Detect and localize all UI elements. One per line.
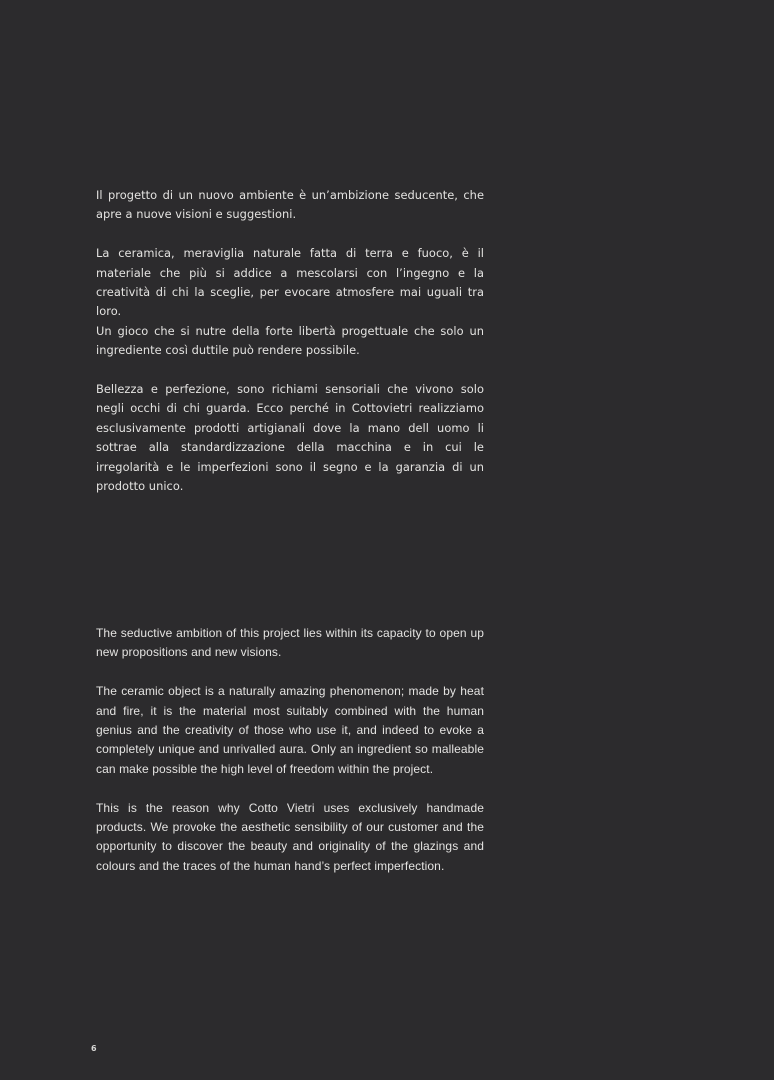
paragraph-gap: [96, 663, 484, 682]
english-paragraph-3: This is the reason why Cotto Vietri uses exclusively handmade products. We provoke the aesthetic sensibility of our customer and the opportunity to discover the beauty and originality of the glazings and colours and the traces of the human hand’s perfect imperfection.: [96, 800, 484, 873]
english-paragraph-2: The ceramic object is a naturally amazing phenomenon; made by heat and fire, it is the material most suitably combined with the human genius and the creativity of those who use it, and indeed to evoke a completely unique and unrivalled aura. Only an ingredient so malleable can make possible the high level of freedom within the project.: [96, 684, 484, 776]
paragraph-gap: [96, 361, 484, 380]
italian-text-block: [96, 186, 484, 496]
italian-paragraph-1: Il progetto di un nuovo ambiente è un’ambizione seducente, che apre a nuove visioni e suggestioni.: [96, 188, 484, 222]
italian-paragraph-3: Un gioco che si nutre della forte libertà progettuale che solo un ingrediente così duttile può rendere possibile.: [96, 323, 484, 358]
paragraph-gap: [96, 779, 484, 798]
italian-paragraph-2: La ceramica, meraviglia naturale fatta di terra e fuoco, è il materiale che più si addice a mescolarsi con l’ingegno e la creatività di chi la sceglie, per evocare atmosfere mai uguali tra loro.: [96, 246, 484, 319]
english-text-block: [96, 624, 484, 876]
page-number: 6: [91, 1044, 97, 1053]
paragraph-gap: [96, 225, 484, 244]
italian-paragraph-4: Bellezza e perfezione, sono richiami sensoriali che vivono solo negli occhi di chi guarda. Ecco perché in Cottovietri realizziamo esclusivamente prodotti artigianali dove la mano dell uomo li sottrae alla standardizzazione della macchina e in cui le irregolarità e le imperfezioni sono il segno e la garanzia di un prodotto unico.: [96, 382, 484, 494]
english-paragraph-1: The seductive ambition of this project lies within its capacity to open up new propositions and new visions.: [96, 626, 484, 660]
